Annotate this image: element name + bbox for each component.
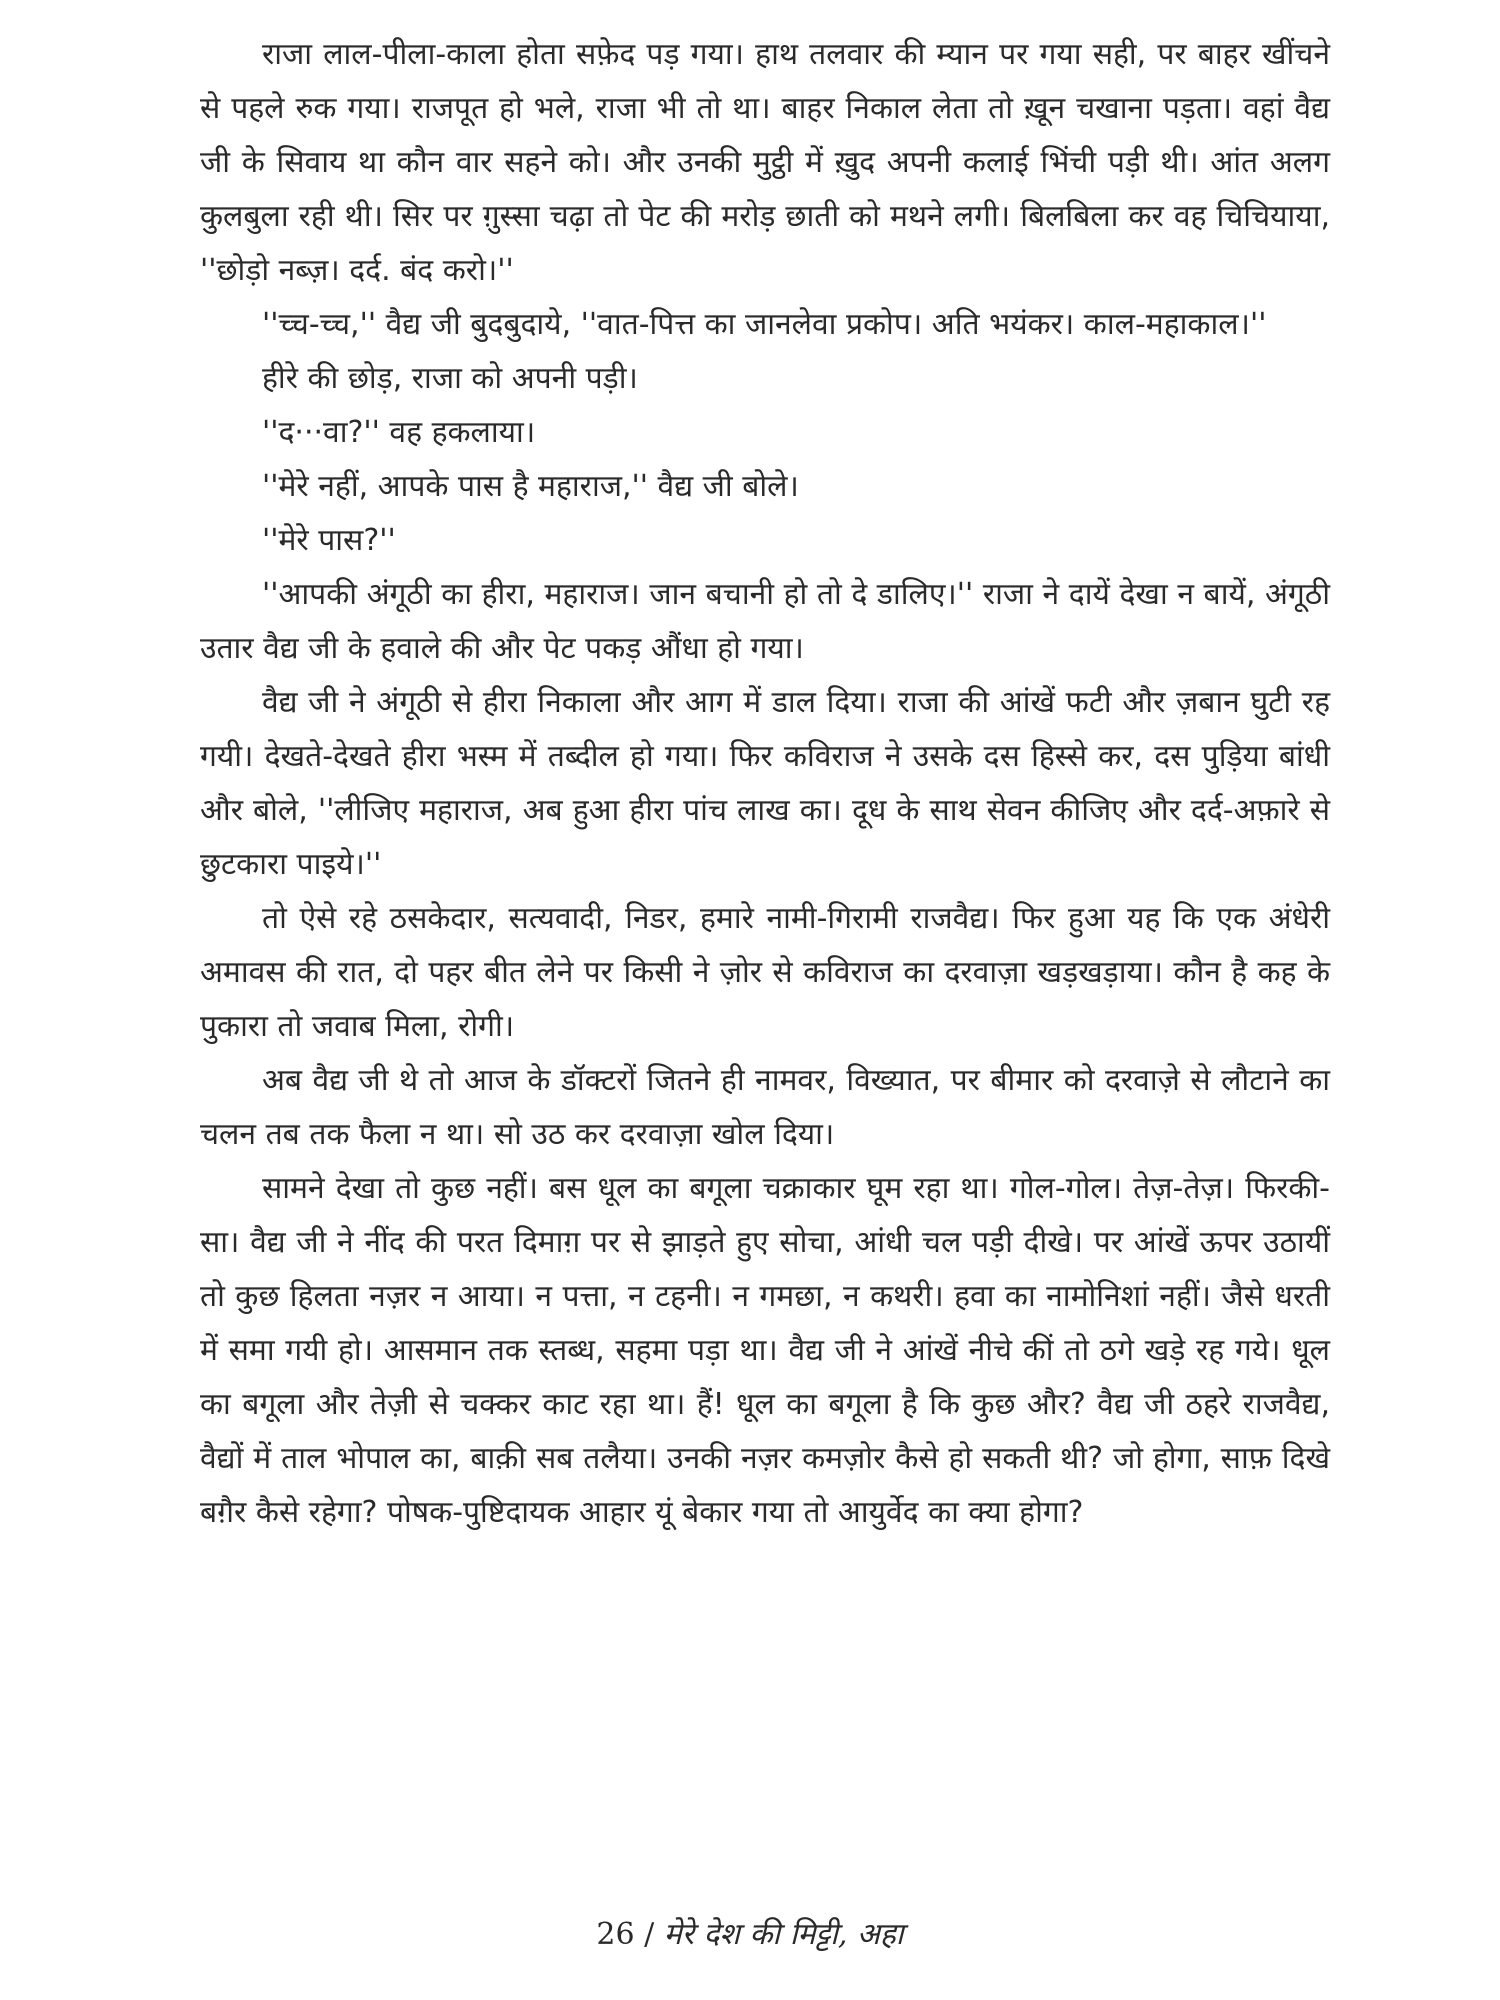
paragraph-10: अब वैद्य जी थे तो आज के डॉक्टरों जितने ही नामवर, विख्यात, पर बीमार को दरवाज़े से लौटाने का चलन तब तक फैला न था। सो उठ कर दरवाज़ा खोल दिया।: [200, 1063, 1330, 1152]
paragraph-8: वैद्य जी ने अंगूठी से हीरा निकाला और आग में डाल दिया। राजा की आंखें फटी और ज़बान घुटी रह गयी। देखते-देखते हीरा भस्म में तब्दील हो गया। फिर कविराज ने उसके दस हिस्से कर, दस पुड़िया बांधी और बोले, ''लीजिए महाराज, अब हुआ हीरा पांच लाख का। दूध के साथ सेवन कीजिए और दर्द-अफ़ारे से छुटकारा पाइये।'': [200, 685, 1330, 882]
paragraph-1: राजा लाल-पीला-काला होता सफ़ेद पड़ गया। हाथ तलवार की म्यान पर गया सही, पर बाहर खींचने से पहले रुक गया। राजपूत हो भले, राजा भी तो था। बाहर निकाल लेता तो ख़ून चखाना पड़ता। वहां वैद्य जी के सिवाय था कौन वार सहने को। और उनकी मुट्ठी में ख़ुद अपनी कलाई भिंची पड़ी थी। आंत अलग कुलबुला रही थी। सिर पर ग़ुस्सा चढ़ा तो पेट की मरोड़ छाती को मथने लगी। बिलबिला कर वह चिचियाया, ''छोड़ो नब्ज़। दर्द. बंद करो।'': [200, 37, 1330, 288]
footer-separator: /: [644, 1917, 655, 1952]
paragraph-2: ''च्च-च्च,'' वैद्य जी बुदबुदाये, ''वात-पित्त का जानलेवा प्रकोप। अति भयंकर। काल-महाकाल।'': [262, 307, 1267, 342]
paragraph-7: ''आपकी अंगूठी का हीरा, महाराज। जान बचानी हो तो दे डालिए।'' राजा ने दायें देखा न बायें, अंगूठी उतार वैद्य जी के हवाले की और पेट पकड़ औंधा हो गया।: [200, 577, 1330, 666]
paragraph-4: ''द···वा?'' वह हकलाया।: [262, 415, 536, 450]
paragraph-6: ''मेरे पास?'': [262, 523, 396, 558]
book-title: मेरे देश की मिट्टी, अहा: [663, 1917, 904, 1952]
paragraph-11: सामने देखा तो कुछ नहीं। बस धूल का बगूला चक्राकार घूम रहा था। गोल-गोल। तेज़-तेज़। फिरकी-सा। वैद्य जी ने नींद की परत दिमाग़ पर से झाड़ते हुए सोचा, आंधी चल पड़ी दीखे। पर आंखें ऊपर उठायीं तो कुछ हिलता नज़र न आया। न पत्ता, न टहनी। न गमछा, न कथरी। हवा का नामोनिशां नहीं। जैसे धरती में समा गयी हो। आसमान तक स्तब्ध, सहमा पड़ा था। वैद्य जी ने आंखें नीचे कीं तो ठगे खड़े रह गये। धूल का बगूला और तेज़ी से चक्कर काट रहा था। हैं! धूल का बगूला है कि कुछ और? वैद्य जी ठहरे राजवैद्य, वैद्यों में ताल भोपाल का, बाक़ी सब तलैया। उनकी नज़र कमज़ोर कैसे हो सकती थी? जो होगा, साफ़ दिखे बग़ैर कैसे रहेगा? पोषक-पुष्टिदायक आहार यूं बेकार गया तो आयुर्वेद का क्या होगा?: [200, 1171, 1330, 1530]
paragraph-9: तो ऐसे रहे ठसकेदार, सत्यवादी, निडर, हमारे नामी-गिरामी राजवैद्य। फिर हुआ यह कि एक अंधेरी अमावस की रात, दो पहर बीत लेने पर किसी ने ज़ोर से कविराज का दरवाज़ा खड़खड़ाया। कौन है कह के पुकारा तो जवाब मिला, रोगी।: [200, 901, 1330, 1044]
page-number: 26: [596, 1917, 635, 1952]
page-footer: [0, 1912, 1500, 1953]
paragraph-3: हीरे की छोड़, राजा को अपनी पड़ी।: [262, 361, 638, 396]
paragraph-5: ''मेरे नहीं, आपके पास है महाराज,'' वैद्य जी बोले।: [262, 469, 799, 504]
body-text: [200, 28, 1330, 1540]
